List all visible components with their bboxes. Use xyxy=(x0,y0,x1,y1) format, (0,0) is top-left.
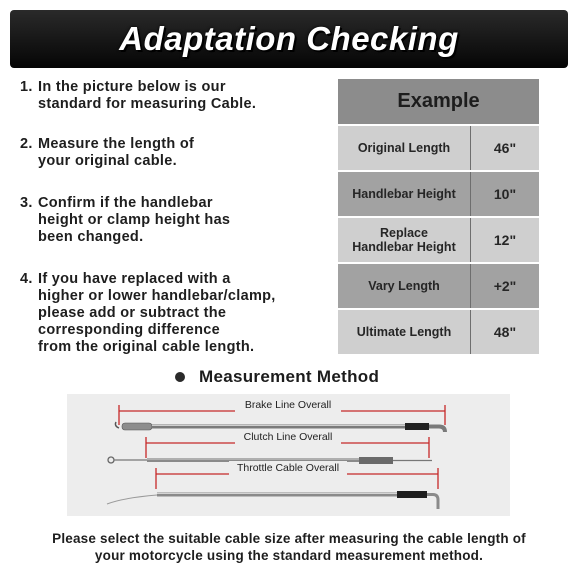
row-value: 10" xyxy=(471,171,540,217)
cable-diagram-svg xyxy=(67,394,510,516)
step-number: 4. xyxy=(20,271,33,287)
measurement-heading xyxy=(175,367,379,387)
example-title: Example xyxy=(338,79,539,125)
row-label: Ultimate Length xyxy=(338,309,471,354)
bullet-icon xyxy=(175,372,185,382)
step-number: 2. xyxy=(20,136,33,152)
row-label: Handlebar Height xyxy=(338,171,471,217)
step-text: Measure the length of your original cable. xyxy=(38,136,195,169)
section-title: Measurement Method xyxy=(199,367,380,386)
brake-line-dimension xyxy=(119,398,445,425)
table-row xyxy=(338,309,539,354)
clutch-line-dimension xyxy=(146,430,429,458)
table-row xyxy=(338,171,539,217)
step-text: In the picture below is our standard for measuring Cable. xyxy=(38,79,257,112)
brake-line-label: Brake Line Overall xyxy=(244,399,332,411)
table-row xyxy=(338,217,539,263)
example-table xyxy=(338,79,539,354)
step-number: 3. xyxy=(20,195,33,211)
throttle-cable-label: Throttle Cable Overall xyxy=(236,462,340,474)
row-value: 12" xyxy=(471,217,540,263)
instruction-step xyxy=(20,136,194,170)
row-label: Vary Length xyxy=(338,263,471,309)
row-value: +2" xyxy=(471,263,540,309)
instruction-step xyxy=(20,271,276,356)
row-value: 46" xyxy=(471,125,540,171)
step-text: If you have replaced with a higher or lower handlebar/clamp, please add or subtract the corresponding difference from the original cable length. xyxy=(38,271,276,355)
clutch-line-label: Clutch Line Overall xyxy=(243,431,333,443)
row-label: Replace Handlebar Height xyxy=(338,217,471,263)
instruction-step xyxy=(20,79,256,113)
step-number: 1. xyxy=(20,79,33,95)
cable-measurement-diagram xyxy=(67,394,510,516)
title-banner xyxy=(10,10,568,68)
table-row xyxy=(338,263,539,309)
example-header-row xyxy=(338,79,539,125)
instruction-step xyxy=(20,195,230,246)
throttle-cable-dimension xyxy=(156,461,438,489)
row-value: 48" xyxy=(471,309,540,354)
row-label: Original Length xyxy=(338,125,471,171)
step-text: Confirm if the handlebar height or clamp height has been changed. xyxy=(38,195,231,245)
footer-note: Please select the suitable cable size after measuring the cable length of your motorcycle using the standard measurement method. xyxy=(52,531,526,563)
table-row xyxy=(338,125,539,171)
throttle-cable-cable xyxy=(107,491,438,509)
page-title: Adaptation Checking xyxy=(119,20,459,57)
